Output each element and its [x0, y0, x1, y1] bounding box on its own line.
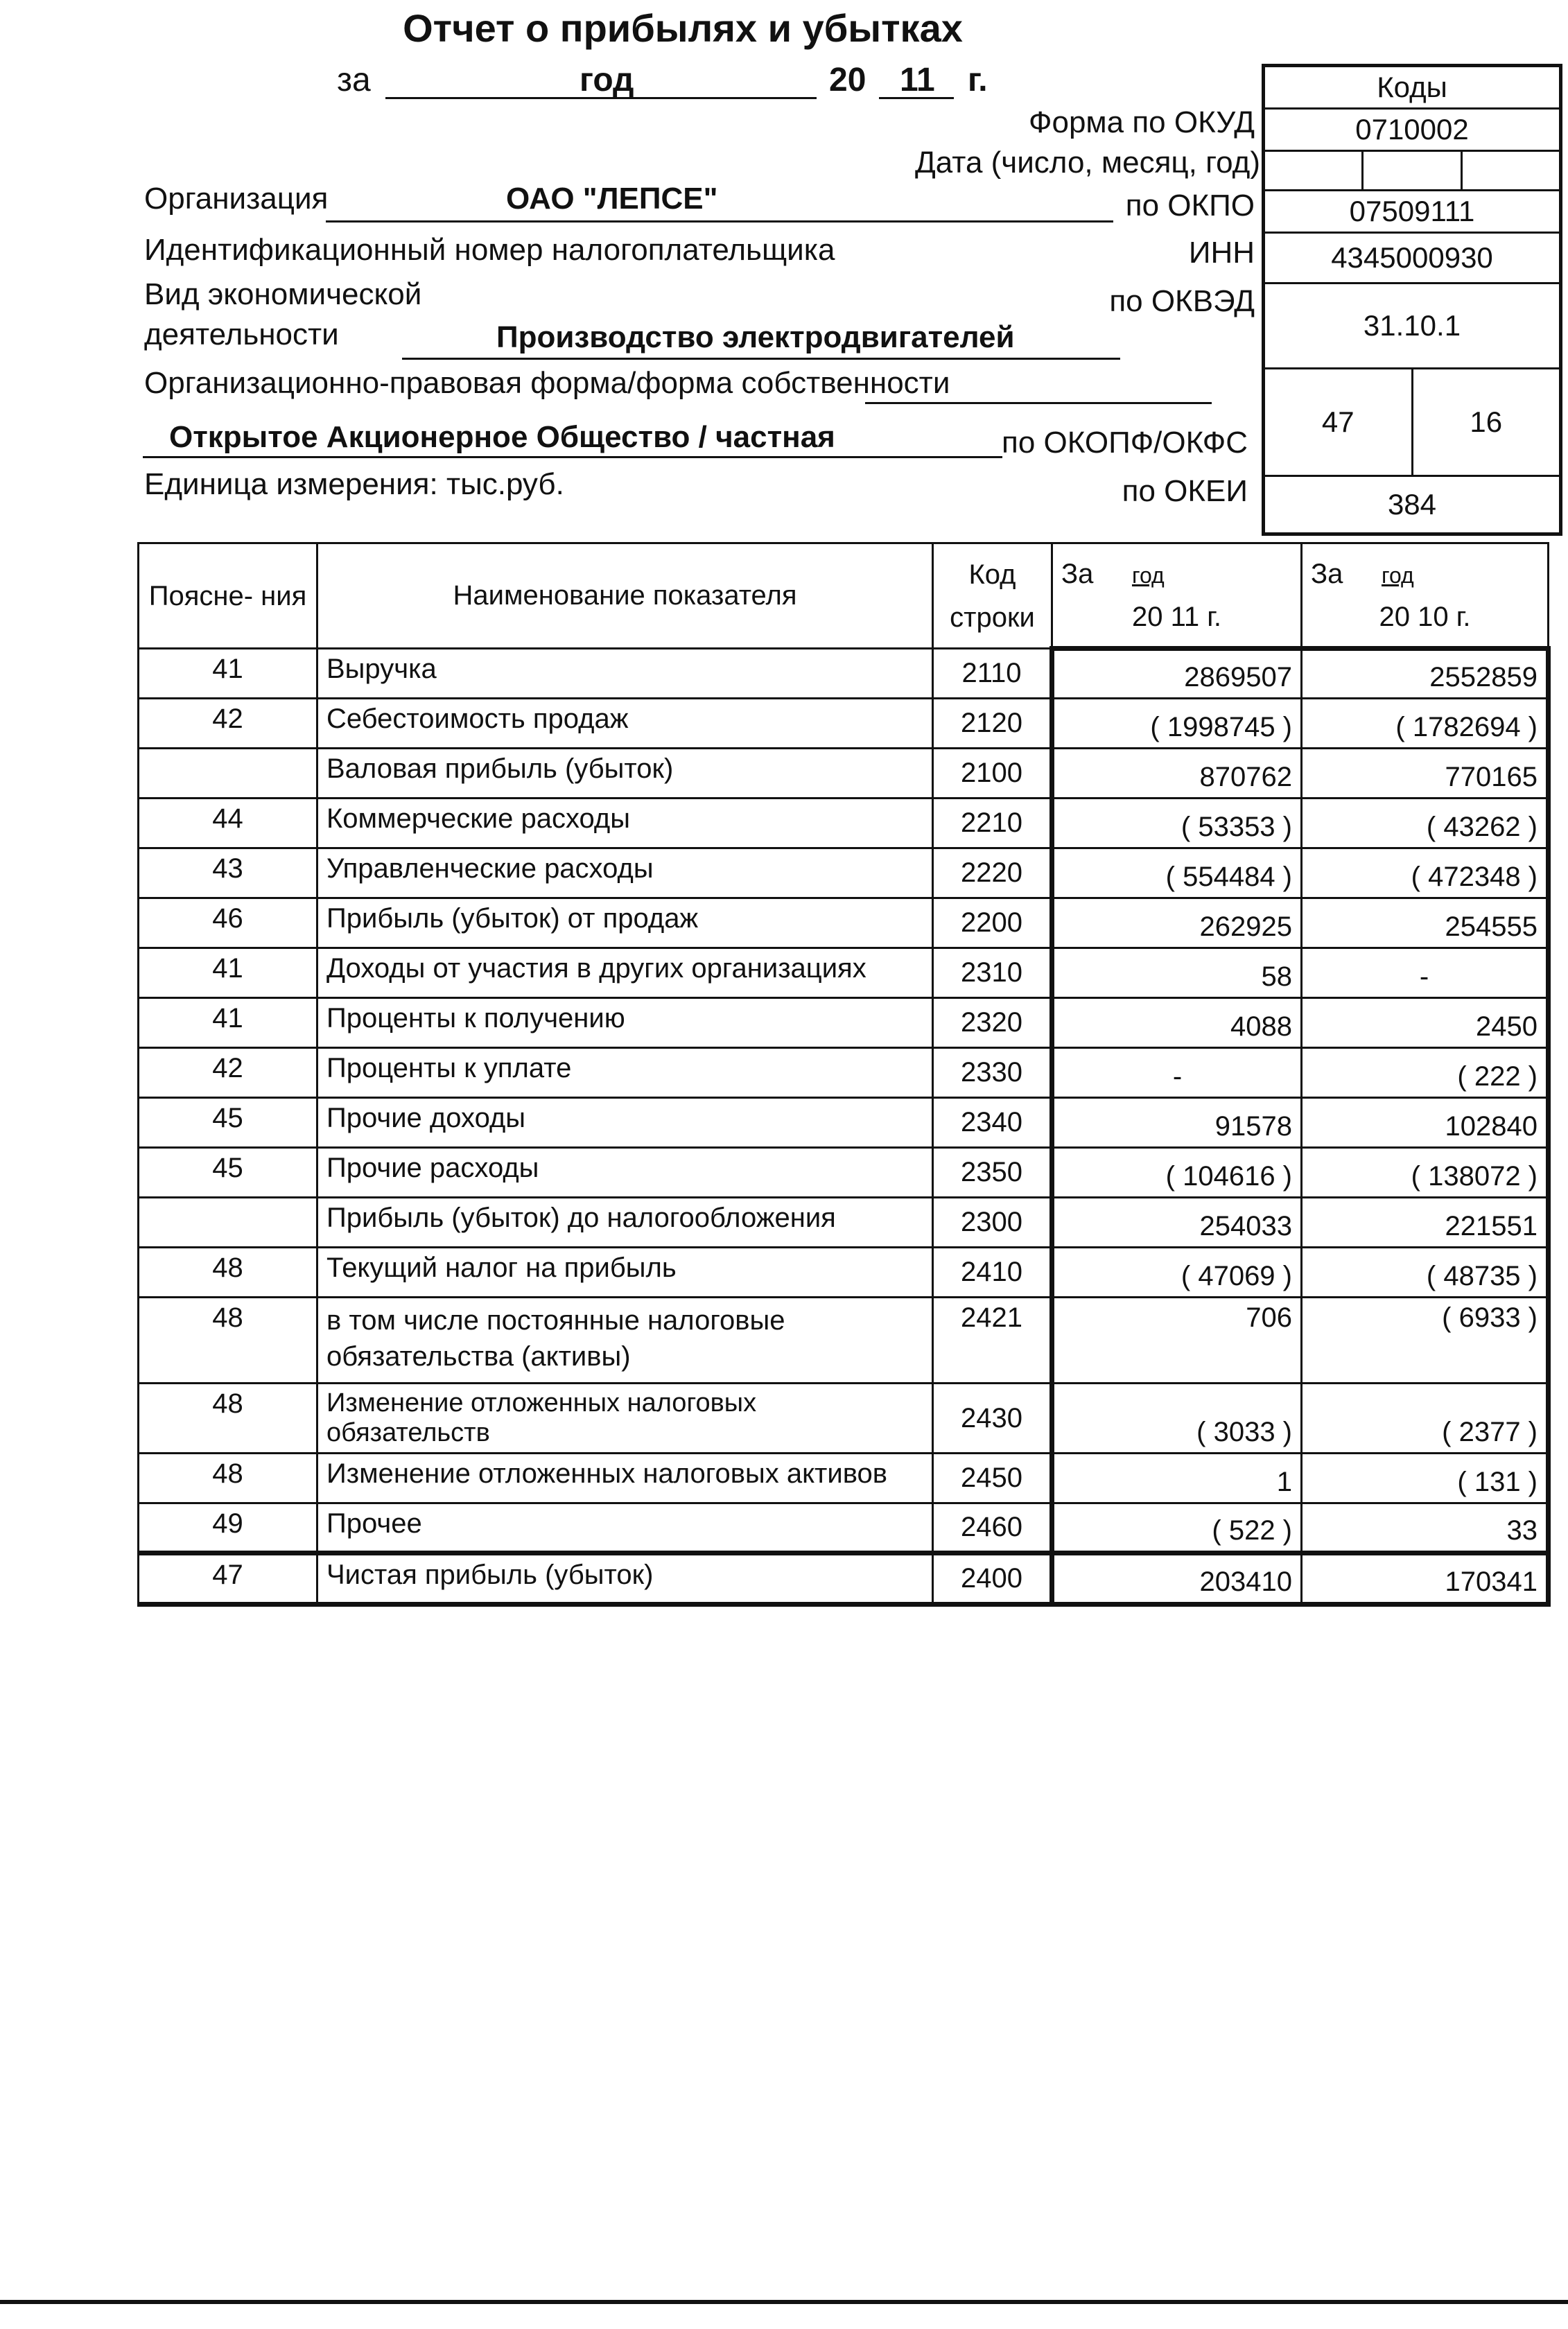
- date-cells: [1265, 152, 1559, 191]
- table-row-total: [139, 1553, 1549, 1605]
- okved-label: по ОКВЭД: [1109, 284, 1255, 318]
- row-note: 47: [139, 1553, 317, 1605]
- row-code: 2350: [933, 1148, 1052, 1198]
- activity-underline: [402, 358, 1120, 360]
- row-current-value: 58: [1052, 948, 1302, 998]
- row-code: 2200: [933, 898, 1052, 948]
- row-name: Изменение отложенных налоговых активов: [317, 1454, 933, 1503]
- row-name: Валовая прибыль (убыток): [317, 749, 933, 799]
- row-current-value: 4088: [1052, 998, 1302, 1048]
- row-previous-value: ( 138072 ): [1302, 1148, 1549, 1198]
- year-suffix: г.: [968, 62, 988, 98]
- year-value: 11: [900, 62, 935, 98]
- row-name: Прочие доходы: [317, 1098, 933, 1148]
- col-code-header: Код строки: [933, 543, 1052, 649]
- table-row: [139, 948, 1549, 998]
- row-code: 2330: [933, 1048, 1052, 1098]
- row-previous-value: 254555: [1302, 898, 1549, 948]
- date-label: Дата (число, месяц, год): [914, 146, 1260, 180]
- row-current-value: 706: [1052, 1298, 1302, 1384]
- table-row: [139, 749, 1549, 799]
- row-note: 44: [139, 799, 317, 848]
- row-previous-value: 170341: [1302, 1553, 1549, 1605]
- row-code: 2340: [933, 1098, 1052, 1148]
- date-day-cell: [1265, 152, 1361, 189]
- row-previous-value: ( 222 ): [1302, 1048, 1549, 1098]
- table-header-row: [139, 543, 1549, 649]
- row-current-value: ( 3033 ): [1052, 1384, 1302, 1454]
- col-name-header: Наименование показателя: [317, 543, 933, 649]
- row-previous-value: 33: [1302, 1503, 1549, 1553]
- row-code: 2210: [933, 799, 1052, 848]
- table-row: [139, 1098, 1549, 1148]
- okud-label: Форма по ОКУД: [1029, 105, 1255, 139]
- row-note: 43: [139, 848, 317, 898]
- table-row: [139, 1048, 1549, 1098]
- row-note: 41: [139, 998, 317, 1048]
- income-statement-table: [137, 542, 1551, 1607]
- col-note-header: Поясне- ния: [139, 543, 317, 649]
- table-body: [139, 649, 1549, 1605]
- row-code: 2110: [933, 649, 1052, 699]
- row-note: [139, 749, 317, 799]
- inn-label: ИНН: [1188, 236, 1255, 270]
- table-row: [139, 799, 1549, 848]
- row-current-value: ( 53353 ): [1052, 799, 1302, 848]
- table-row: [139, 1503, 1549, 1553]
- row-previous-value: 2552859: [1302, 649, 1549, 699]
- table-row: [139, 1454, 1549, 1503]
- row-previous-value: ( 43262 ): [1302, 799, 1549, 848]
- legal-form-value: Открытое Акционерное Общество / частная: [169, 420, 835, 454]
- table-row: [139, 699, 1549, 749]
- legal-form-underline-2: [143, 456, 1002, 458]
- row-note: 48: [139, 1384, 317, 1454]
- bottom-rule: [0, 2300, 1568, 2304]
- row-name: Прочие расходы: [317, 1148, 933, 1198]
- codes-box: [1262, 64, 1562, 536]
- row-previous-value: ( 1782694 ): [1302, 699, 1549, 749]
- row-previous-value: 770165: [1302, 749, 1549, 799]
- table-row: [139, 1384, 1549, 1454]
- row-code: 2300: [933, 1198, 1052, 1248]
- row-name: Чистая прибыль (убыток): [317, 1553, 933, 1605]
- row-note: 42: [139, 699, 317, 749]
- row-name: Коммерческие расходы: [317, 799, 933, 848]
- col-current-year: 20 11 г.: [1131, 601, 1222, 632]
- row-note: [139, 1198, 317, 1248]
- row-code: 2410: [933, 1248, 1052, 1298]
- period-prefix: за: [337, 62, 371, 98]
- legal-form-underline-1: [865, 402, 1212, 404]
- row-code: 2120: [933, 699, 1052, 749]
- org-label: Организация: [144, 182, 329, 216]
- row-code: 2450: [933, 1454, 1052, 1503]
- row-current-value: 870762: [1052, 749, 1302, 799]
- row-current-value: ( 1998745 ): [1052, 699, 1302, 749]
- table-row: [139, 898, 1549, 948]
- inn-value: 4345000930: [1265, 234, 1559, 284]
- row-note: 42: [139, 1048, 317, 1098]
- row-current-value: 1: [1052, 1454, 1302, 1503]
- row-name: Прочее: [317, 1503, 933, 1553]
- row-name: Проценты к получению: [317, 998, 933, 1048]
- activity-label-2: деятельности: [144, 317, 339, 351]
- row-current-value: 91578: [1052, 1098, 1302, 1148]
- row-code: 2100: [933, 749, 1052, 799]
- row-current-value: 254033: [1052, 1198, 1302, 1248]
- row-current-value: ( 554484 ): [1052, 848, 1302, 898]
- okfs-value: 16: [1411, 369, 1560, 475]
- table-row: [139, 998, 1549, 1048]
- okopf-label: по ОКОПФ/ОКФС: [1002, 426, 1248, 460]
- org-underline: [326, 220, 1113, 223]
- row-previous-value: ( 2377 ): [1302, 1384, 1549, 1454]
- row-current-value: ( 104616 ): [1052, 1148, 1302, 1198]
- okopf-cells: [1265, 369, 1559, 477]
- row-name: в том числе постоянные налоговые обязательства (активы): [317, 1298, 933, 1384]
- period-word: год: [580, 62, 634, 98]
- activity-value: Производство электродвигателей: [496, 320, 1015, 354]
- row-name: Себестоимость продаж: [317, 699, 933, 749]
- row-current-value: ( 47069 ): [1052, 1248, 1302, 1298]
- row-name: Доходы от участия в других организациях: [317, 948, 933, 998]
- row-note: 46: [139, 898, 317, 948]
- row-previous-value: ( 48735 ): [1302, 1248, 1549, 1298]
- row-note: 41: [139, 649, 317, 699]
- okved-value: 31.10.1: [1265, 284, 1559, 369]
- row-current-value: -: [1052, 1048, 1302, 1098]
- row-previous-value: ( 472348 ): [1302, 848, 1549, 898]
- row-previous-value: 221551: [1302, 1198, 1549, 1248]
- unit-label: Единица измерения: тыс.руб.: [144, 467, 564, 501]
- row-code: 2320: [933, 998, 1052, 1048]
- row-note: 48: [139, 1298, 317, 1384]
- row-previous-value: 102840: [1302, 1098, 1549, 1148]
- row-note: 48: [139, 1248, 317, 1298]
- codes-header: Коды: [1265, 67, 1559, 110]
- table-row: [139, 1148, 1549, 1198]
- table-row: [139, 1198, 1549, 1248]
- table-row: [139, 848, 1549, 898]
- row-code: 2400: [933, 1553, 1052, 1605]
- okpo-label: по ОКПО: [1125, 189, 1255, 223]
- row-current-value: 203410: [1052, 1553, 1302, 1605]
- date-month-cell: [1361, 152, 1460, 189]
- row-note: 48: [139, 1454, 317, 1503]
- table-row: [139, 1298, 1549, 1384]
- row-name: Проценты к уплате: [317, 1048, 933, 1098]
- row-name: Управленческие расходы: [317, 848, 933, 898]
- col-previous-header: [1302, 543, 1549, 649]
- okpo-value: 07509111: [1265, 191, 1559, 234]
- col-previous-year: 20 10 г.: [1379, 601, 1471, 632]
- row-note: 45: [139, 1098, 317, 1148]
- col-previous-word: год: [1381, 562, 1414, 588]
- legal-form-label: Организационно-правовая форма/форма собственности: [144, 366, 950, 400]
- okei-label: по ОКЕИ: [1122, 474, 1248, 508]
- row-previous-value: -: [1302, 948, 1549, 998]
- page-title: Отчет о прибылях и убытках: [403, 6, 963, 50]
- row-current-value: 2869507: [1052, 649, 1302, 699]
- okud-value: 0710002: [1265, 110, 1559, 152]
- col-current-top: За: [1061, 558, 1094, 589]
- activity-label-1: Вид экономической: [144, 277, 422, 311]
- row-previous-value: ( 6933 ): [1302, 1298, 1549, 1384]
- row-previous-value: 2450: [1302, 998, 1549, 1048]
- row-note: 41: [139, 948, 317, 998]
- row-name: Прибыль (убыток) от продаж: [317, 898, 933, 948]
- row-note: 49: [139, 1503, 317, 1553]
- row-code: 2460: [933, 1503, 1052, 1553]
- row-name: Текущий налог на прибыль: [317, 1248, 933, 1298]
- okei-value: 384: [1387, 488, 1437, 521]
- row-code: 2421: [933, 1298, 1052, 1384]
- col-current-header: [1052, 543, 1302, 649]
- row-note: 45: [139, 1148, 317, 1198]
- row-code: 2310: [933, 948, 1052, 998]
- row-name: Прибыль (убыток) до налогообложения: [317, 1198, 933, 1248]
- row-code: 2430: [933, 1384, 1052, 1454]
- year-prefix: 20: [829, 62, 866, 98]
- date-year-cell: [1461, 152, 1559, 189]
- okopf-value: 47: [1321, 405, 1354, 438]
- row-current-value: ( 522 ): [1052, 1503, 1302, 1553]
- org-name: ОАО "ЛЕПСЕ": [506, 182, 718, 216]
- col-current-word: год: [1131, 562, 1165, 588]
- row-code: 2220: [933, 848, 1052, 898]
- col-previous-top: За: [1311, 558, 1343, 589]
- inn-line-label: Идентификационный номер налогоплательщика: [144, 233, 835, 267]
- row-previous-value: ( 131 ): [1302, 1454, 1549, 1503]
- table-row: [139, 1248, 1549, 1298]
- row-current-value: 262925: [1052, 898, 1302, 948]
- row-name: Выручка: [317, 649, 933, 699]
- table-row: [139, 649, 1549, 699]
- row-name: Изменение отложенных налоговых обязательств: [317, 1384, 933, 1454]
